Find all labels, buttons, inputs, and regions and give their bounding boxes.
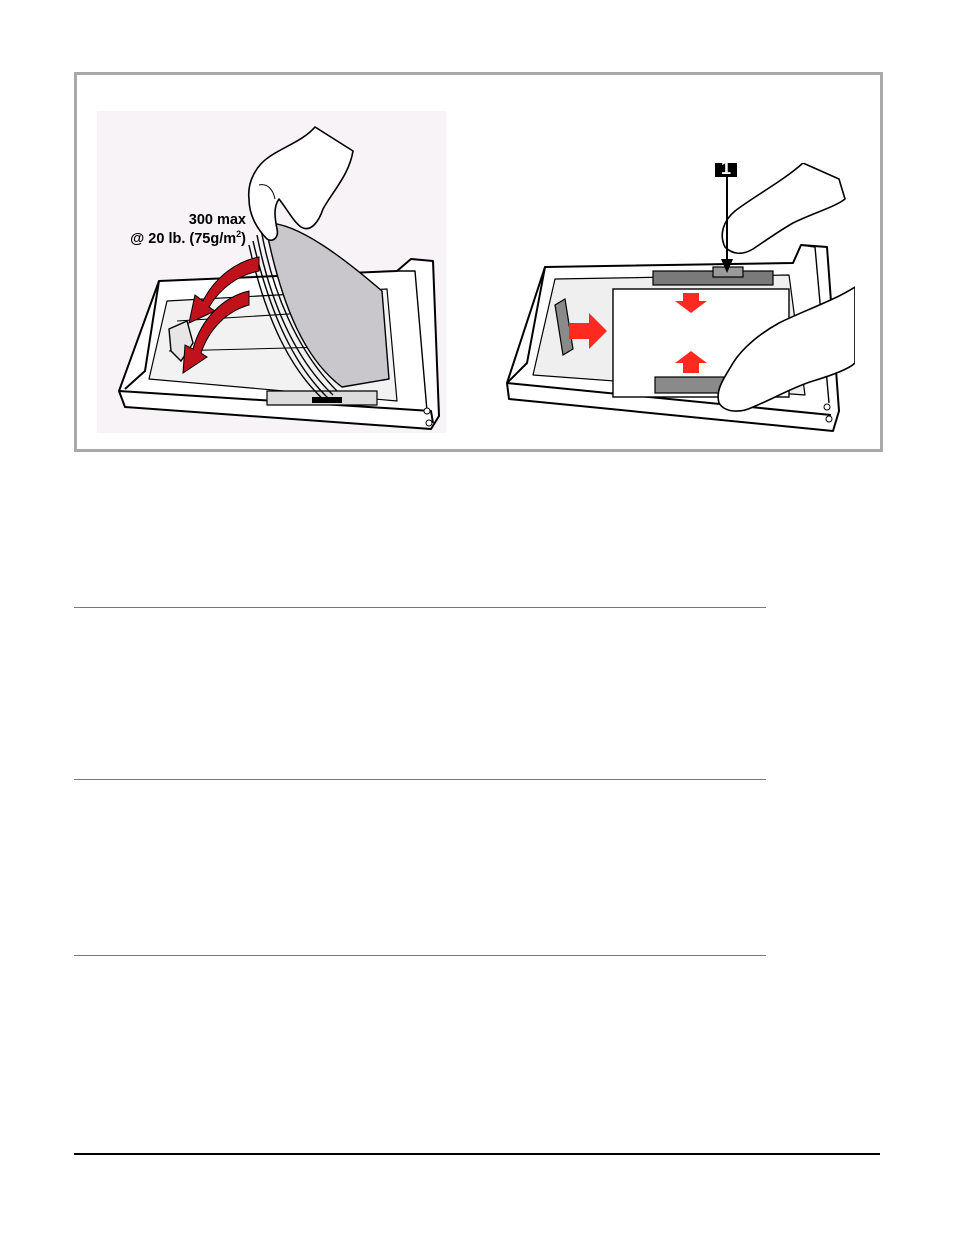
section-divider — [74, 779, 766, 780]
callout-number: 1 — [720, 163, 732, 178]
capacity-weight: @ 20 lb. $(75g/m^2)$ — [130, 229, 246, 247]
section-divider — [74, 955, 766, 956]
adjust-guides-drawing — [503, 163, 855, 435]
load-paper-drawing — [97, 111, 446, 433]
illustration-adjust-guides — [503, 163, 855, 435]
section-divider — [74, 607, 766, 608]
figure-frame — [74, 72, 883, 452]
illustration-load-paper — [97, 111, 446, 433]
footer-rule — [74, 1153, 880, 1155]
paper-tray — [119, 259, 439, 429]
capacity-max: 300 max — [188, 212, 246, 228]
hand-top — [722, 163, 845, 253]
capacity-label — [86, 211, 246, 249]
